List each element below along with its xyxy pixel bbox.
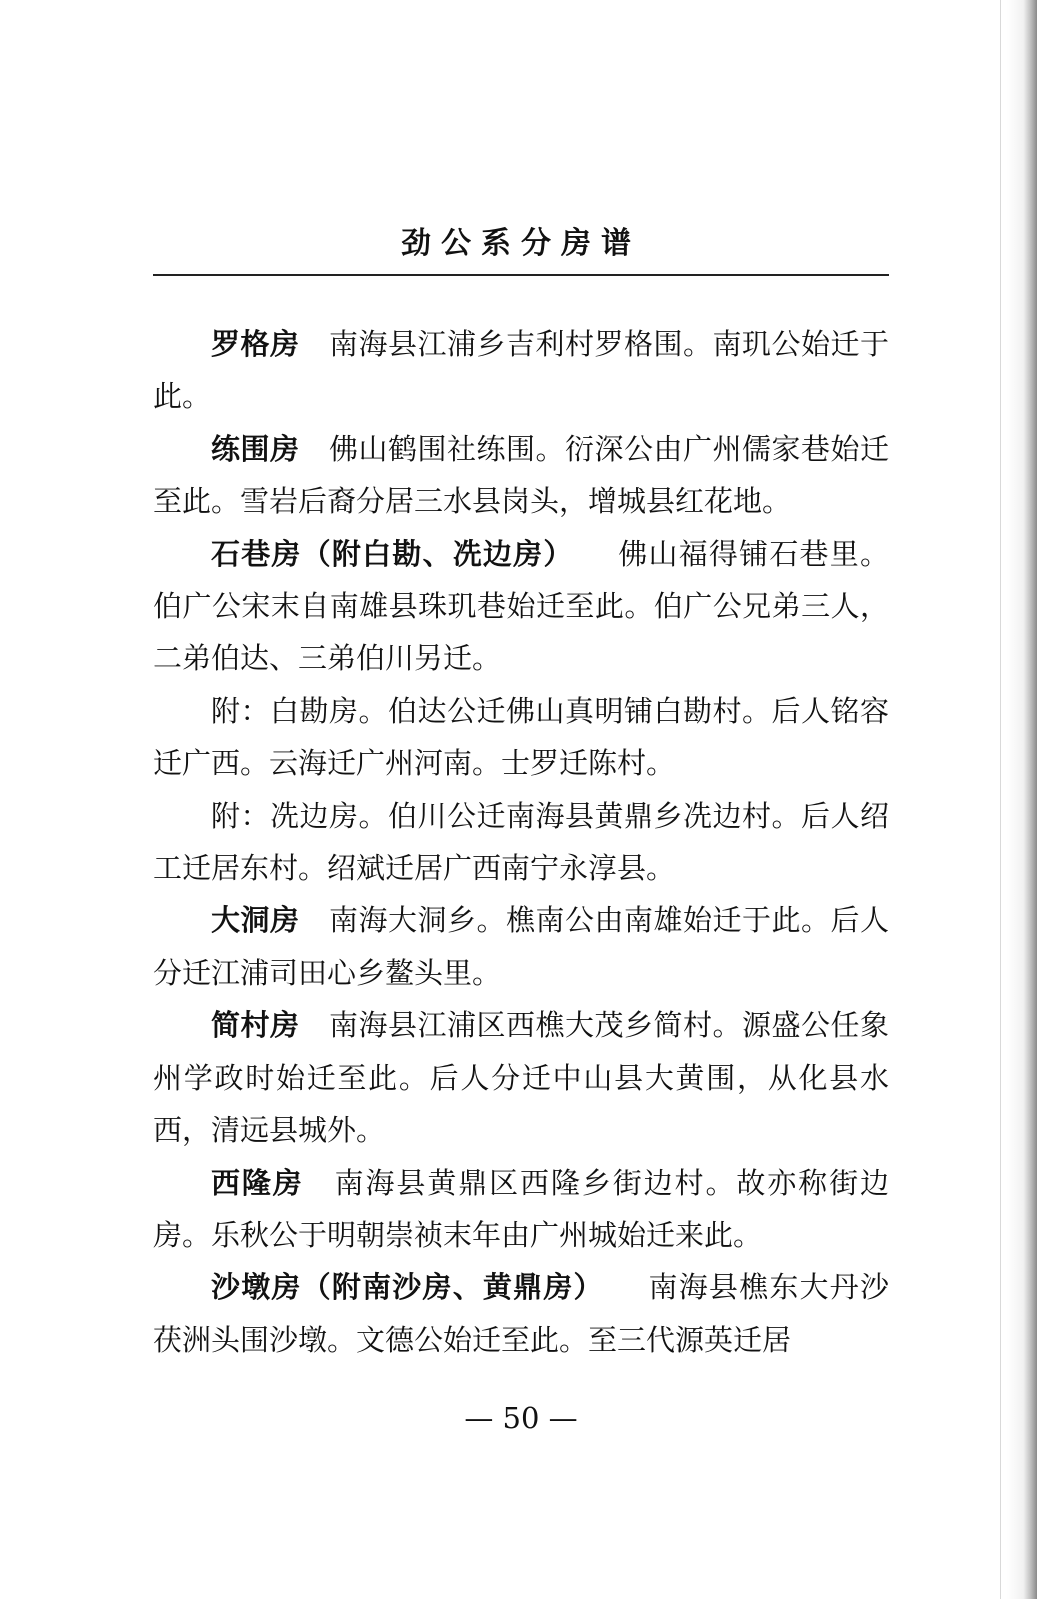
entry-text: 佛山鹤围社练围。衍深公由广州儒家巷始迁至此。雪岩后裔分居三水县岗头，增城县红花地。 — [153, 431, 889, 519]
entry-shadun — [153, 1261, 889, 1366]
entry-jiancun — [153, 999, 889, 1156]
body-text — [153, 318, 889, 1366]
page-edge-shadow — [1007, 0, 1037, 1599]
entry-term: 简村房 — [211, 1008, 300, 1043]
entry-text: 南海县樵东大丹沙茯洲头围沙墩。文德公始迁至此。至三代源英迁居 — [153, 1270, 889, 1357]
entry-text: 南海县黄鼎区西隆乡街边村。故亦称街边房。乐秋公于明朝崇祯末年由广州城始迁来此。 — [153, 1165, 889, 1252]
entry-lianwei — [153, 423, 889, 528]
appendix-xianbian — [153, 790, 889, 895]
entry-luoge — [153, 318, 889, 423]
entry-dadong — [153, 894, 889, 999]
entry-text: 南海县江浦乡吉利村罗格围。南玑公始迁于此。 — [153, 327, 889, 414]
page-header-title: 劲公系分房谱 — [401, 226, 641, 261]
entry-term: 石巷房（附白勘、冼边房） — [211, 536, 574, 571]
entry-xilong — [153, 1157, 889, 1262]
entry-text: 南海大洞乡。樵南公由南雄始迁于此。后人分迁江浦司田心乡鳌头里。 — [153, 903, 889, 990]
entry-term: 西隆房 — [211, 1165, 304, 1200]
entry-text: 附：冼边房。伯川公迁南海县黄鼎乡冼边村。后人绍工迁居东村。绍斌迁居广西南宁永淳县。 — [153, 798, 889, 886]
page-edge-line — [1000, 0, 1001, 1599]
page-number: — 50 — — [464, 1401, 578, 1435]
entry-term: 练围房 — [211, 431, 300, 466]
entry-text: 南海县江浦区西樵大茂乡简村。源盛公任象州学政时始迁至此。后人分迁中山县大黄围，从化县水西，清远县城外。 — [153, 1008, 889, 1148]
appendix-baikan — [153, 685, 889, 790]
entry-text: 附：白勘房。伯达公迁佛山真明铺白勘村。后人铭容迁广西。云海迁广州河南。士罗迁陈村。 — [153, 693, 889, 781]
header-rule — [153, 274, 889, 276]
entry-term: 大洞房 — [211, 903, 300, 938]
entry-term: 罗格房 — [211, 327, 300, 361]
entry-shixiang — [153, 528, 889, 685]
entry-text: 佛山福得铺石巷里。伯广公宋末自南雄县珠玑巷始迁至此。伯广公兄弟三人，二弟伯达、三弟伯川另迁。 — [153, 536, 889, 676]
entry-term: 沙墩房（附南沙房、黄鼎房） — [211, 1270, 604, 1305]
